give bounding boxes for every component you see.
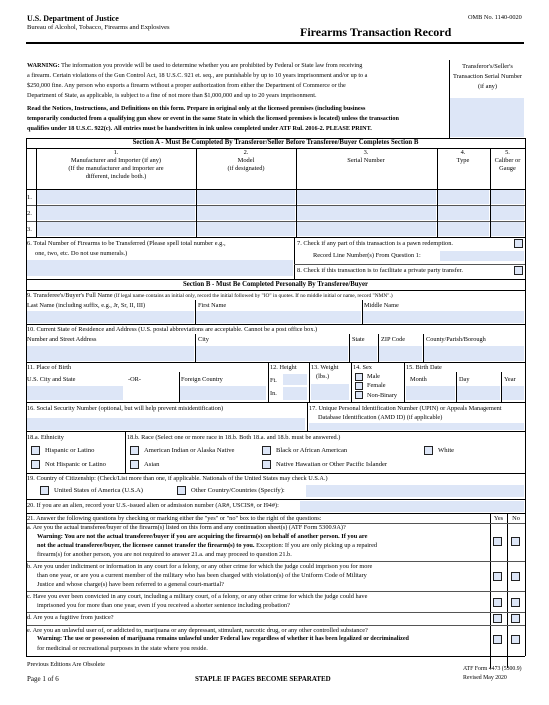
q21b-text-1: b. Are you under indictment or information in any court for a felony, or any other crime for which the judge could imprison you for more — [27, 563, 373, 570]
q6-label-2: one, two, etc. Do not use numerals.) — [35, 250, 128, 257]
q13-weight-units: (lbs.) — [316, 373, 330, 380]
citizenship-usa-checkbox[interactable] — [40, 486, 49, 495]
street-address-input[interactable] — [27, 346, 194, 361]
q21c-no-checkbox[interactable] — [511, 598, 520, 607]
type-input-1[interactable] — [438, 190, 489, 204]
no-column-header: No — [512, 515, 520, 522]
footer-revision: Revised May 2020 — [463, 675, 507, 681]
city-label: City — [198, 336, 209, 343]
q8-label: 8. Check if this transaction is to facilitate a private party transfer. — [297, 267, 463, 274]
q16-ssn-label: 16. Social Security Number (optional, but will help prevent misidentification) — [27, 405, 224, 412]
height-in-label: In. — [270, 390, 277, 397]
serial-number-label: Transferor's/Seller's Transaction Serial Number (if any) — [453, 63, 522, 90]
rule — [26, 612, 525, 613]
firearm-row-label: 3. — [27, 226, 32, 233]
q21d-no-checkbox[interactable] — [511, 614, 520, 623]
col-num: 3. — [363, 149, 369, 156]
race-nhpi-checkbox[interactable] — [262, 460, 271, 469]
warning-label: WARNING: — [27, 62, 60, 69]
birth-us-city-input[interactable] — [27, 386, 123, 400]
agency-name: U.S. Department of Justice — [27, 14, 119, 23]
q18b-race-label: 18.b. Race (Select one or more race in 18.b. Both 18.a. and 18.b. must be answered.) — [127, 434, 341, 441]
alien-number-input[interactable] — [300, 501, 524, 512]
q11-label: 11. Place of Birth — [27, 364, 72, 371]
citizenship-usa-label: United States of America (U.S.A) — [54, 487, 143, 494]
sex-nonbinary-checkbox[interactable] — [355, 391, 363, 399]
read-notice-3a: qualifies under 18 U.S.C. 922(c). — [27, 125, 113, 132]
rule — [26, 279, 525, 280]
rule — [26, 138, 27, 656]
birth-month-input[interactable] — [406, 386, 455, 400]
q7-pawn-checkbox[interactable] — [514, 239, 523, 248]
rule — [307, 402, 308, 431]
col-header-model — [197, 149, 295, 173]
col-label: Caliber or — [494, 157, 521, 164]
rule — [26, 591, 525, 592]
rule — [26, 237, 525, 238]
first-name-label: First Name — [198, 302, 227, 309]
q9-note: (If legal name contains an initial only, record the initial followed by "IO" in quotes. If no middle initial or name, record "NMN".) — [114, 293, 393, 299]
q21b-text-2: than one year, or are you a current member of the military who has been charged with violation(s) of the Uniform Code of Military — [37, 572, 367, 579]
rule — [125, 431, 126, 473]
model-input-2[interactable] — [197, 206, 295, 220]
q21e-text-1: e. Are you an unlawful user of, or addicted to, marijuana or any depressant, stimulant, narcotic drug, or any other controlled substance? — [27, 627, 368, 634]
county-label: County/Parish/Borough — [426, 336, 486, 343]
foreign-country-label: Foreign Country — [181, 376, 223, 383]
state-label: State — [352, 336, 365, 343]
birth-day-input[interactable] — [457, 386, 500, 400]
rule — [294, 237, 295, 279]
other-country-input[interactable] — [306, 485, 524, 497]
rule — [351, 362, 352, 402]
warning-text-1: The information you provide will be used to determine whether you are prohibited by Federal or State law from receiving — [61, 62, 363, 69]
manufacturer-input-1[interactable] — [37, 190, 195, 204]
height-ft-label: Ft. — [270, 377, 277, 384]
rule — [26, 513, 525, 514]
serial-input-2[interactable] — [297, 206, 436, 220]
q17-upin-label-2: Database Identification (AMD ID) (if applicable) — [318, 414, 443, 421]
q21a-text-1: a. Are you the actual transferee/buyer of the firearm(s) listed on this form and any continuation sheet(s) (ATF Form 5300.9A)? — [27, 524, 346, 531]
read-notice-1: Read the Notices, Instructions, and Definitions on this form. Prepare in original only at the licensed premises (including business — [27, 105, 366, 112]
form-title: Firearms Transaction Record — [300, 25, 452, 39]
q21c-yes-checkbox[interactable] — [493, 598, 502, 607]
or-label: -OR- — [128, 376, 141, 383]
col-header-manufacturer — [36, 149, 196, 181]
q21a-no-checkbox[interactable] — [511, 537, 520, 546]
rule — [309, 362, 310, 402]
footer-page-number: Page 1 of 6 — [27, 675, 59, 683]
state-input[interactable] — [350, 346, 377, 361]
q21a-text-4: firearm(s) for another person, you are not required to answer 21.a. and may proceed to question 21.b. — [37, 551, 292, 558]
q7-record-line-label: Record Line Number(s) From Question 1: — [313, 252, 421, 259]
footer-staple-notice: STAPLE IF PAGES BECOME SEPARATED — [195, 675, 331, 683]
q12-height-label: 12. Height — [270, 364, 297, 371]
read-notice-2: temporarily conducted from a qualifying gun show or event in the same State in which the licensed premises is located) unless the transaction — [27, 115, 399, 122]
warning-line-1 — [27, 62, 362, 69]
q6-total-firearms-input[interactable] — [27, 260, 293, 276]
read-notice-3 — [27, 125, 372, 132]
q7-label: 7. Check if any part of this transaction is a pawn redemption. — [297, 240, 453, 247]
sex-male-label: Male — [367, 373, 380, 380]
col-header-type — [437, 149, 489, 165]
section-a-title: Section A - Must Be Completed By Transferor/Seller Before Transferee/Buyer Completes Section B — [132, 139, 419, 146]
sex-female-label: Female — [367, 382, 386, 389]
q17-upin-label: 17. Unique Personal Identification Number (UPIN) or Appeals Management — [309, 405, 502, 412]
rule — [26, 324, 525, 325]
ethnicity-hispanic-label: Hispanic or Latino — [45, 447, 95, 454]
firearm-row-label: 1. — [27, 194, 32, 201]
rule — [26, 290, 525, 291]
rule — [26, 362, 525, 363]
q9-label — [27, 292, 393, 299]
sex-nonbinary-label: Non-Binary — [367, 392, 398, 399]
caliber-input-1[interactable] — [491, 190, 524, 204]
rule — [294, 264, 525, 265]
ssn-input[interactable] — [27, 418, 305, 430]
sex-female-checkbox[interactable] — [355, 382, 363, 390]
header-rule — [26, 42, 524, 44]
upin-input[interactable] — [309, 423, 524, 430]
col-label: Type — [456, 157, 470, 164]
serial-input-1[interactable] — [297, 190, 436, 204]
race-white-label: White — [438, 447, 455, 454]
rule — [26, 561, 525, 562]
caliber-input-2[interactable] — [491, 206, 524, 220]
race-black-checkbox[interactable] — [262, 446, 271, 455]
q21e-warning-1: Warning: The use or possession of marijuana remains unlawful under Federal law regardless of whether it has been legalized or decriminalized — [37, 636, 409, 642]
col-num: 5. — [505, 149, 510, 156]
zip-input[interactable] — [379, 346, 422, 361]
col-label: (if designated) — [227, 165, 265, 172]
q10-label: 10. Current State of Residence and Address (U.S. postal abbreviations are acceptable. Cannot be a post office box.) — [27, 326, 318, 333]
birth-day-label: Day — [459, 376, 470, 383]
sex-male-checkbox[interactable] — [355, 373, 363, 381]
manufacturer-input-2[interactable] — [37, 206, 195, 220]
col-label: Model — [237, 157, 255, 164]
serial-input-3[interactable] — [297, 222, 436, 236]
warning-line-2: a firearm. Certain violations of the Gun Control Act, 18 U.S.C. 921 et. seq., are punishable by up to 10 years imprisonment and/or up to a — [27, 72, 368, 79]
col-header-serial — [296, 149, 436, 165]
ethnicity-hispanic-checkbox[interactable] — [31, 446, 40, 455]
q14-sex-label: 14. Sex — [353, 364, 372, 371]
q21d-text-1: d. Are you a fugitive from justice? — [27, 614, 114, 621]
q21a-yes-checkbox[interactable] — [493, 537, 502, 546]
col-label: (If the manufacturer and importer are — [68, 165, 164, 172]
race-aian-label: American Indian or Alaska Native — [144, 447, 235, 454]
rule — [26, 499, 525, 500]
q21d-yes-checkbox[interactable] — [493, 614, 502, 623]
middle-name-label: Middle Name — [364, 302, 399, 309]
rule — [525, 138, 526, 656]
q7-record-line-input[interactable] — [440, 251, 524, 261]
race-aian-checkbox[interactable] — [130, 446, 139, 455]
rule — [26, 656, 525, 657]
first-name-input[interactable] — [196, 311, 361, 323]
manufacturer-input-3[interactable] — [37, 222, 195, 236]
col-num: 4. — [460, 149, 466, 156]
bureau-name: Bureau of Alcohol, Tobacco, Firearms and Explosives — [27, 24, 170, 31]
middle-name-input[interactable] — [363, 311, 524, 323]
ethnicity-not-hispanic-label: Not Hispanic or Latino — [45, 461, 106, 468]
q20-alien-number-label: 20. If you are an alien, record your U.S.-issued alien or admission number (AR#, USCIS#, or I94#): — [27, 502, 279, 509]
citizenship-other-label: Other Country/Countries (Specify): — [191, 487, 285, 494]
q21a-exception: Exception: If you are only picking up a repaired — [254, 542, 378, 549]
col-num: 2. — [243, 149, 249, 156]
birth-year-label: Year — [504, 376, 516, 383]
height-in-input[interactable] — [283, 387, 307, 400]
col-label: Serial Number — [347, 157, 385, 164]
q9-title: 9. Transferee's/Buyer's Full Name — [27, 292, 113, 299]
footer-form-number: ATF Form 4473 (5300.9) — [463, 666, 522, 672]
last-name-label: Last Name (including suffix, e.g., Jr, Sr, II, III) — [27, 302, 146, 309]
q21a-warning-2 — [37, 542, 377, 549]
rule — [268, 362, 269, 402]
col-label: different, include both.) — [85, 173, 147, 180]
rule — [26, 431, 525, 432]
race-black-label: Black or African American — [276, 447, 348, 454]
q21c-text-1: c. Have you ever been convicted in any court, including a military court, of a felony, or any other crime for which the judge could have — [27, 593, 368, 600]
model-input-1[interactable] — [197, 190, 295, 204]
serial-number-input[interactable] — [450, 98, 524, 137]
type-input-2[interactable] — [438, 206, 489, 220]
q21a-warning-2a: not the actual transferee/buyer, the licensee cannot transfer the firearm(s) to you. — [37, 542, 255, 549]
rule — [26, 625, 525, 626]
us-city-label: U.S. City and State — [27, 376, 76, 383]
warning-line-3: $250,000 fine. Any person who exports a firearm without a proper authorization from either the Department of Commerce or the — [27, 82, 346, 89]
caliber-input-3[interactable] — [491, 222, 524, 236]
q21b-no-checkbox[interactable] — [511, 572, 520, 581]
q21-instruction: 21. Answer the following questions by checking or marking either the "yes" or "no" box to the right of the questions: — [27, 515, 322, 522]
citizenship-other-checkbox[interactable] — [177, 486, 186, 495]
rule — [404, 362, 405, 402]
q13-weight-label: 13. Weight — [311, 364, 339, 371]
race-asian-checkbox[interactable] — [130, 460, 139, 469]
race-asian-label: Asian — [144, 461, 160, 468]
q21c-text-2: imprisoned you for more than one year, even if you received a shorter sentence including probation? — [37, 602, 290, 609]
col-label: Gauge — [499, 165, 516, 172]
birth-foreign-country-input[interactable] — [180, 386, 266, 400]
race-white-checkbox[interactable] — [424, 446, 433, 455]
read-notice-3b: All entries must be handwritten in ink unless completed under ATF Rul. 2016-2. PLEASE PRINT. — [113, 125, 372, 132]
last-name-input[interactable] — [27, 311, 194, 323]
rule — [26, 402, 525, 403]
section-b-title: Section B - Must Be Completed Personally By Transferee/Buyer — [182, 281, 368, 288]
footer-previous-editions: Previous Editions Are Obsolete — [27, 661, 105, 668]
yes-column-header: Yes — [493, 515, 504, 522]
zip-label: ZIP Code — [381, 336, 406, 343]
col-num: 1. — [113, 149, 119, 156]
q18a-ethnicity-label: 18.a. Ethnicity — [27, 434, 64, 441]
birth-month-label: Month — [410, 376, 427, 383]
q21e-no-checkbox[interactable] — [511, 635, 520, 644]
race-nhpi-label: Native Hawaiian or Other Pacific Islander — [276, 461, 388, 468]
warning-line-4: Department of State, as applicable, is subject to a fine of not more than $1,000,000 and up to 20 years imprisonment. — [27, 92, 317, 99]
city-input[interactable] — [196, 346, 348, 361]
ethnicity-not-hispanic-checkbox[interactable] — [31, 460, 40, 469]
q21b-yes-checkbox[interactable] — [493, 572, 502, 581]
col-label: Manufacturer and Importer (if any) — [70, 157, 162, 164]
q6-label: 6. Total Number of Firearms to be Transferred (Please spell total number e.g., — [27, 240, 226, 247]
q15-birth-date-label: 15. Birth Date — [406, 364, 442, 371]
col-header-caliber — [490, 149, 525, 173]
q21e-yes-checkbox[interactable] — [493, 635, 502, 644]
q21e-warning-2: for medicinal or recreational purposes in the state where you reside. — [37, 645, 208, 652]
rule — [26, 473, 525, 474]
q21a-warning-1: Warning: You are not the actual transferee/buyer if you are acquiring the firearm(s) on behalf of another person. If you are — [37, 533, 368, 540]
model-input-3[interactable] — [197, 222, 295, 236]
firearm-row-label: 2. — [27, 210, 32, 217]
q19-citizenship-label: 19. Country of Citizenship: (Check/List more than one, if applicable. Nationals of the United States may check U.S.A.) — [27, 475, 328, 482]
q8-private-party-checkbox[interactable] — [514, 266, 523, 275]
weight-input[interactable] — [311, 384, 349, 400]
street-label: Number and Street Address — [27, 336, 97, 343]
type-input-3[interactable] — [438, 222, 489, 236]
height-ft-input[interactable] — [283, 374, 307, 385]
birth-year-input[interactable] — [502, 386, 524, 400]
county-input[interactable] — [424, 346, 524, 361]
q21b-text-3: Justice and whose charge(s) have been referred to a general court-martial? — [37, 581, 224, 588]
omb-number: OMB No. 1140-0020 — [468, 14, 522, 21]
